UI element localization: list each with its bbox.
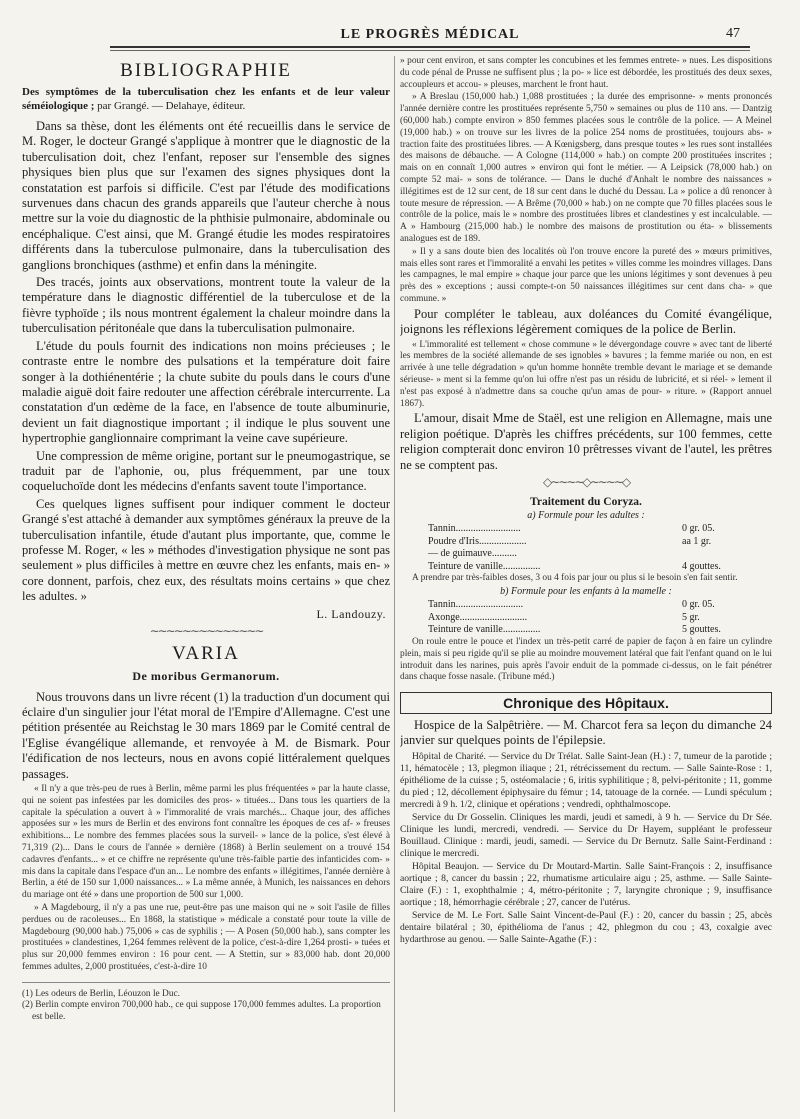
varia-quote: » Il y a sans doute bien des localités où l'on trouve encore la pureté des » mœurs primitives, mais elles sont rares et l'immoralité a envahi les petites » villes comme les moindres villages. Dans les campagnes, le mal empire » chaque jour parce que les unions légitimes y sont devenues à peu près des » exceptions ; aussi compte-t-on 50 naissances illégitimes sur cent dans cha- » que commune. » bbox=[400, 246, 772, 304]
varia-intro: Nous trouvons dans un livre récent (1) la traduction d'un document qui éclaire d'un singulier jour l'état moral de l'Empire d'Allemagne. C'est une pétition présentée au Reichstag le 30 mars 1869 par le Comité central de l'Eglise évangélique allemande, et renvoyée à M. de Bismark. Pour l'édification de nos lecteurs, nous en avons copié littéralement quelques passages. bbox=[22, 689, 390, 781]
formula-b-title: b) Formule pour les enfants à la mamelle : bbox=[500, 586, 672, 598]
formula-row bbox=[400, 548, 772, 561]
footnote-rule bbox=[22, 982, 390, 983]
bibliographie-paragraph: Ces quelques lignes suffisent pour indiquer comment le docteur Grangé s'est attaché à demander aux symptômes généraux la preuve de la tuberculisation infantile, étude d'autant plus importante, que, comme le professe M. Roger, « les » méthodes d'investigation physique ne sont pas seulement » plus difficiles à mettre en œuvre chez les enfants, mais en- » core donnent, parfois, chez eux, des résultats moins certains » que chez les adultes. » bbox=[22, 496, 390, 604]
footnote: (2) Berlin compte environ 700,000 hab., ce qui suppose 170,000 femmes adultes. La proportion est belle. bbox=[22, 1000, 381, 1022]
header-rule bbox=[110, 46, 750, 48]
varia-middle-paragraph: Pour compléter le tableau, aux doléances du Comité évangélique, joignons les réflexions légèrement comiques de la police de Berlin. bbox=[400, 306, 772, 337]
quantity: 0 gr. 05. bbox=[682, 599, 715, 611]
ingredient: — de guimauve.......... bbox=[428, 548, 517, 560]
bibliographie-paragraph: Des tracés, joints aux observations, montrent toute la valeur de la température dans le diagnostic différentiel de la tuberculose et de la fièvre typhoïde ; ils nous montrent également la chaleur moindre dans la tuberculisation péritonéale que dans la tuberculisation pulmonaire. bbox=[22, 275, 390, 336]
varia-closing: L'amour, disait Mme de Staël, est une religion en Allemagne, mais une religion poétique. D'après les chiffres précédents, sur 100 femmes, cette religion compterait donc environ 10 prêtresses vivant de l'autel, les prêtres ne se comptent pas. bbox=[400, 411, 772, 472]
right-column bbox=[400, 56, 772, 1112]
section-ornament: ◇∼∼∼∼◇∼∼∼∼◇ bbox=[542, 474, 630, 489]
bibliographie-signature: L. Landouzy. bbox=[316, 606, 386, 621]
chronique-title: Chronique des Hôpitaux. bbox=[400, 692, 772, 714]
formula-row bbox=[400, 561, 772, 574]
bibliographie-heading-author: par Grangé. — Delahaye, éditeur. bbox=[97, 99, 246, 112]
footnote: (1) Les odeurs de Berlin, Léouzon le Duc. bbox=[22, 988, 181, 999]
formula-b-note: On roule entre le pouce et l'index un très-petit carré de papier de façon à en faire un cylindre plein, mais si peu rigide qu'il se plie au moindre mouvement latéral que fait l'enfant quand on le lui introduit dans les narines, puis après l'avoir enduit de la pommade ci-dessus, on le fait pénétrer dans chaque fosse nasale. (Tribune méd.) bbox=[400, 636, 772, 683]
formula-row bbox=[400, 612, 772, 625]
quantity: 4 gouttes. bbox=[682, 560, 721, 572]
chronique-lead: Hospice de la Salpêtrière. — M. Charcot fera sa leçon du dimanche 24 janvier sur quelques points de l'épilepsie. bbox=[400, 718, 772, 748]
bibliographie-paragraph: Dans sa thèse, dont les éléments ont été recueillis dans le service de M. Roger, le docteur Grangé s'applique à montrer que le diagnostic de la tuberculisation doit, chez l'enfant, reposer sur l'ensemble des signes physiques bien plus que sur l'examen des signes physiques dont la constatation est parfois si difficile. C'est par l'étude des modifications survenues dans chacun des grands appareils que l'auteur cherche à nous mettre sur la voie du diagnostic de la phthisie pulmonaire, abdominale ou encéphalique. C'est ainsi, que M. Grangé étudie les modes respiratoires différents dans la tuberculose pulmonaire, dans la tuberculisation des ganglions bronchiques (asthme) et enfin dans la méningite. bbox=[22, 119, 390, 272]
hospital-entry: Hôpital Beaujon. — Service du Dr Moutard-Martin. Salle Saint-François : 2, insuffisance aortique ; 8, cancer du bassin ; 22, rhumatisme articulaire aigu ; 25, asthme. — Salle Sainte-Claire (F.) : 1, exophthalmie ; 4, métro-péritonite ; 7, laryngite chronique ; 9, insuffisance aortique ; 18, hémorrhagie cérébrale ; 27, cancer de l'utérus. bbox=[400, 861, 772, 909]
police-quote: « L'immoralité est tellement « chose commune » le dévergondage couvre » avec tant de liberté les membres de la société allemande de ses ignobles » bavures ; la femme mariée ou non, en est arrivée à une telle dégradation » qu'un homme honnête tremble devant le mariage et se demande sérieuse- » ment si la femme qu'on lui offre n'est pas un résidu de lubricité, et si réel- » lement il n'est pas exposé à n'admettre dans sa couche qu'un amas de pour- » riture. » (Rapport annuel 1867). bbox=[400, 339, 772, 409]
section-ornament: ∼∼∼∼∼∼∼∼∼∼∼∼∼∼ bbox=[149, 623, 263, 638]
quantity: 5 gouttes. bbox=[682, 624, 721, 636]
header-rule-thin bbox=[110, 50, 750, 51]
hospital-entry: Service du Dr Gosselin. Cliniques les mardi, jeudi et samedi, à 9 h. — Service du Dr Sée. Clinique les lundi, mercredi, vendredi. — Service du Dr Hayem, suppléant le professeur Bouillaud. Clinique : mardi, jeudi, samedi. — Service du Dr Bernutz. Salle Saint-Ferdinand : clinique le mercredi. bbox=[400, 812, 772, 860]
hospital-entry: Service de M. Le Fort. Salle Saint Vincent-de-Paul (F.) : 20, cancer du bassin ; 25, abcès dentaire bilatéral ; 30, épithélioma de l'anus ; 42, phlegmon du cou ; 43, coxalgie avec hydarthrose au genou. — Salle Sainte-Agathe (F.) : bbox=[400, 910, 772, 946]
ingredient: Teinture de vanille............... bbox=[428, 624, 541, 636]
left-column bbox=[22, 56, 390, 1112]
bibliographie-heading bbox=[22, 86, 390, 113]
formula-row bbox=[400, 523, 772, 536]
quantity: 5 gr. bbox=[682, 611, 700, 623]
ingredient: Teinture de vanille............... bbox=[428, 560, 541, 572]
ingredient: Tannin.......................... bbox=[428, 522, 521, 534]
ingredient: Axonge........................... bbox=[428, 611, 528, 623]
ingredient: Tannin........................... bbox=[428, 599, 524, 611]
journal-title: LE PROGRÈS MÉDICAL bbox=[340, 27, 520, 42]
bibliographie-paragraph: Une compression de même origine, portant sur le pneumogastrique, se traduit par de l'aphonie, ou, plus fréquemment, par une toux coqueluchoïde dont les médecins d'enfants savent toute l'importance. bbox=[22, 448, 390, 494]
page-number: 47 bbox=[726, 26, 740, 41]
bibliographie-heading-text: Des symptômes de la tuberculisation chez les enfants et de leur valeur séméiologique ; bbox=[22, 86, 390, 112]
page-header bbox=[110, 24, 750, 46]
formula-row bbox=[400, 624, 772, 637]
formula-a-note: A prendre par très-faibles doses, 3 ou 4 fois par jour ou plus si le besoin s'en fait sentir. bbox=[412, 573, 738, 584]
varia-quote: » pour cent environ, et sans compter les concubines et les femmes entrete- » nues. Les dispositions du code pénal de Prusse ne suffisent plus ; la po- » lice est débordée, les prostitués des deux sexes, accoupleurs et accou- » pleuses, marchent le front haut. bbox=[400, 56, 772, 90]
varia-quote: « Il n'y a que très-peu de rues à Berlin, même parmi les plus fréquentées » par la haute classe, qui ne soient pas infestées par les domiciles des pros- » tituées... Dans tous les quartiers de la capitale la spéculation a ouvert à » l'immoralité de vrais marchés... Chaque jour, des affiches apposées sur » les murs de Berlin et des environs font connaître les époques de ces af- » freuses exhibitions... Le nombre des femmes placées sous la surveil- » lance de la police, s'est élevé à 71,319 (2)... Dans le cours de l'année » dernière (1868) à Berlin seulement on a trouvé 154 cadavres d'enfants... » et ce chiffre ne représente qu'une très-faible partie des infanticides com- » mis dans la capitale dans l'espace d'un an... Le nombre des enfants » illégitimes, l'année dernière à Berlin, a été de 150 sur 1,000 naissances... » La même année, à Munich, les naissances en dehors du mariage ont été » dans une proportion de 500 sur 1,000. bbox=[22, 784, 390, 901]
formula-row bbox=[400, 536, 772, 549]
bibliographie-paragraph: L'étude du pouls fournit des indications non moins précieuses ; le contraste entre le nombre des pulsations et la température doit faire songer à la dothiénentérie ; la chute subite du pouls dans le cours d'une maladie aiguë doit faire redouter une affection cérébrale intercurrente. La constatation d'un œdème de la face, en l'absence de toute albuminurie, devient un fait diagnostique important ; il indique le plus souvent une hypertrophie ganglionnaire comprimant la veine cave supérieure. bbox=[22, 338, 390, 446]
quantity: aa 1 gr. bbox=[682, 535, 712, 547]
ingredient: Poudre d'Iris................... bbox=[428, 535, 527, 547]
column-divider bbox=[394, 56, 395, 1112]
varia-quote: » A Breslau (150,000 hab.) 1,088 prostituées ; la durée des emprisonne- » ments prononcés l'année dernière contre les prostituées représente 5,750 » semaines ou plus de 110 ans. — Dantzig (60,000 hab.) compte environ » 850 femmes placées sous le contrôle de la police. — A Meinel (19,000 hab.) » on trouve sur les livres de la police 254 noms de prostituées, toujours abs- » traction faite des prostituées libres. — A Kœnigsberg, dans presque toutes » les rues sont installées des maisons de débauche. — A Cologne (114,000 » hab.) on compte 200 prostituées inscrites ; mais on en connaît 1,000 autres » environ qui font le métier. — A Leipsick (78,000 hab.) on compte 52 mai- » sons de tolérance. — Dans le duché d'Anhalt le nombre des naissances » illégitimes est de 12 sur cent, de 18 sur cent dans le duché du Dessau. La » police a dû renoncer à toute mesure de répression. — A Brême (70,000 » hab.) on ne compte que 70 filles placées sous le contrôle de la police, mais le » nombre des prostituées libres et clandestines y est incalculable. — A » Hambourg (215,000 hab.) le nombre des maisons de prostitution ou éta- » blissements analogues est de 189. bbox=[400, 92, 772, 244]
formula-row bbox=[400, 599, 772, 612]
formula-a-title: a) Formule pour les adultes : bbox=[527, 509, 645, 521]
bibliographie-title: BIBLIOGRAPHIE bbox=[120, 60, 292, 81]
varia-quote: » A Magdebourg, il n'y a pas une rue, peut-être pas une maison qui ne » soit l'asile de filles perdues ou de racoleuses... En 1868, la statistique » médicale a constaté pour toute la ville de Magdebourg (90,000 hab.) 75,006 » cas de syphilis ; — A Posen (50,000 hab.), sans compter les prostituées » clandestines, 1,264 femmes relèvent de la police, c'est-à-dire 1,264 prosti- » tuées et plus sur 20,000 femmes environ : 16 pour cent. — A Stettin, sur » 83,000 hab. dont 20,000 femmes adultes, 2,000 prostituées, c'est-à-dire 10 bbox=[22, 903, 390, 972]
coryza-title: Traitement du Coryza. bbox=[530, 495, 642, 508]
quantity bbox=[682, 548, 772, 561]
hospital-entry: Hôpital de Charité. — Service du Dr Trélat. Salle Saint-Jean (H.) : 7, tumeur de la parotide ; 11, hématocèle ; 13, plegmon iliaque ; 21, rétrécissement du rectum. — Salle Sainte-Rose : 1, épithéliome de la cuisse ; 5, ostéomalacie ; 6, iritis syphilitique ; 8, pelvi-péritonite ; 11, gomme du pied ; 12, décollement épiphysaire du fémur ; 14, tatouage de la cornée. — Lundi spéculum ; mercredi à 9 h. 1/2, clinique et opérations ; vendredi, ophthalmoscope. bbox=[400, 751, 772, 811]
varia-title: VARIA bbox=[172, 642, 240, 664]
quantity: 0 gr. 05. bbox=[682, 522, 715, 534]
varia-subtitle: De moribus Germanorum. bbox=[132, 668, 280, 683]
